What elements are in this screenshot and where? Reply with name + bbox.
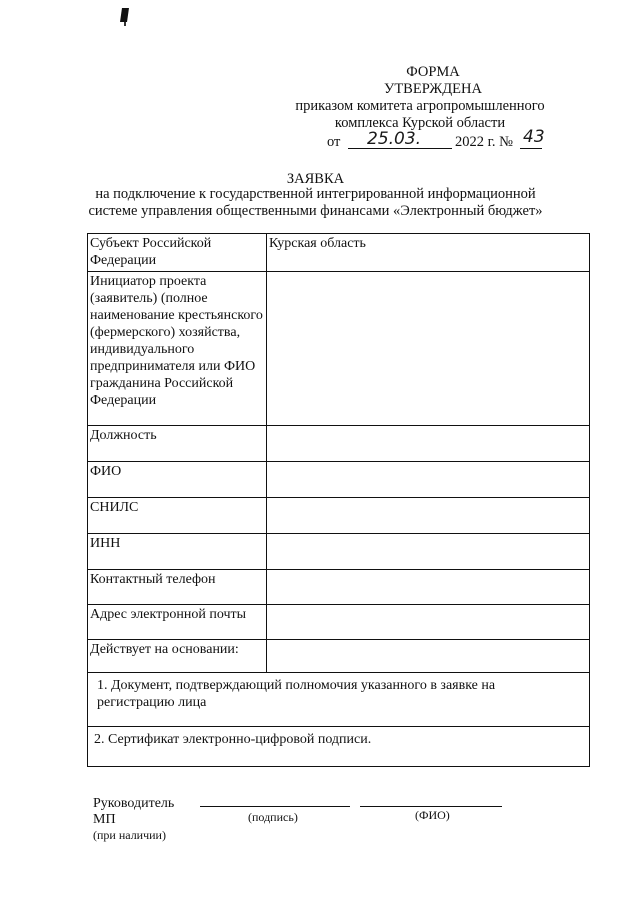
- row-value[interactable]: [267, 605, 590, 640]
- attachment-row: [88, 673, 590, 727]
- title-line-1: на подключение к государственной интегрированной информационной: [95, 186, 536, 202]
- year-number-label: 2022 г. №: [455, 134, 514, 150]
- order-line-1: приказом комитета агропромышленного: [295, 98, 545, 114]
- table-row: [88, 498, 590, 534]
- signature-line[interactable]: [200, 806, 350, 807]
- table-row: [88, 272, 590, 426]
- row-label: Контактный телефон: [88, 570, 267, 605]
- form-label: ФОРМА: [406, 64, 460, 80]
- row-label: СНИЛС: [88, 498, 267, 534]
- row-value[interactable]: [267, 570, 590, 605]
- attachment-text-2: 2. Сертификат электронно-цифровой подписи.: [94, 732, 372, 747]
- approved-label: УТВЕРЖДЕНА: [384, 81, 482, 97]
- row-value[interactable]: [267, 640, 590, 673]
- table-row: [88, 605, 590, 640]
- table-row: [88, 462, 590, 498]
- row-label: Адрес электронной почты: [88, 605, 267, 640]
- table-row: [88, 570, 590, 605]
- row-value[interactable]: [267, 534, 590, 570]
- row-label: ИНН: [88, 534, 267, 570]
- name-line[interactable]: [360, 806, 502, 807]
- attachment-text-1: 1. Документ, подтверждающий полномочия указанного в заявке на регистрацию лица: [97, 678, 496, 710]
- row-label: Действует на основании:: [88, 640, 267, 673]
- row-label: ФИО: [88, 462, 267, 498]
- row-value[interactable]: [267, 426, 590, 462]
- attachment-item-1: [88, 673, 590, 727]
- table-row: [88, 234, 590, 272]
- row-label: Инициатор проекта (заявитель) (полное наименование крестьянского (фермерского) хозяйства, индивидуального предпринимателя или ФИО гражданина Российской Федерации: [88, 272, 267, 426]
- signature-caption: (подпись): [248, 810, 298, 824]
- order-line-2: комплекса Курской области: [334, 115, 506, 131]
- row-value[interactable]: [267, 498, 590, 534]
- row-value[interactable]: Курская область: [267, 234, 590, 272]
- attachment-text-wrap: [93, 677, 587, 711]
- name-caption: (ФИО): [415, 808, 450, 822]
- row-label: Должность: [88, 426, 267, 462]
- row-label: Субъект Российской Федерации: [88, 234, 267, 272]
- table-row: [88, 426, 590, 462]
- scan-mark-dot: [124, 22, 126, 26]
- number-underline: [520, 148, 542, 149]
- row-value[interactable]: [267, 272, 590, 426]
- date-handwritten: 25.03.: [367, 129, 422, 149]
- row-value[interactable]: [267, 462, 590, 498]
- number-handwritten: 43: [523, 127, 545, 147]
- head-label: Руководитель: [93, 796, 175, 811]
- table-row: [88, 640, 590, 673]
- table-row: [88, 534, 590, 570]
- seal-note: (при наличии): [93, 828, 166, 842]
- title-line-2: системе управления общественными финансами «Электронный бюджет»: [88, 203, 543, 219]
- date-prefix: от: [327, 134, 341, 150]
- attachment-row: [88, 727, 590, 767]
- application-table: [87, 233, 590, 767]
- document-title: ЗАЯВКА: [286, 171, 345, 187]
- attachment-item-2: [88, 727, 590, 767]
- scan-mark: [120, 8, 129, 22]
- seal-label: МП: [93, 812, 116, 827]
